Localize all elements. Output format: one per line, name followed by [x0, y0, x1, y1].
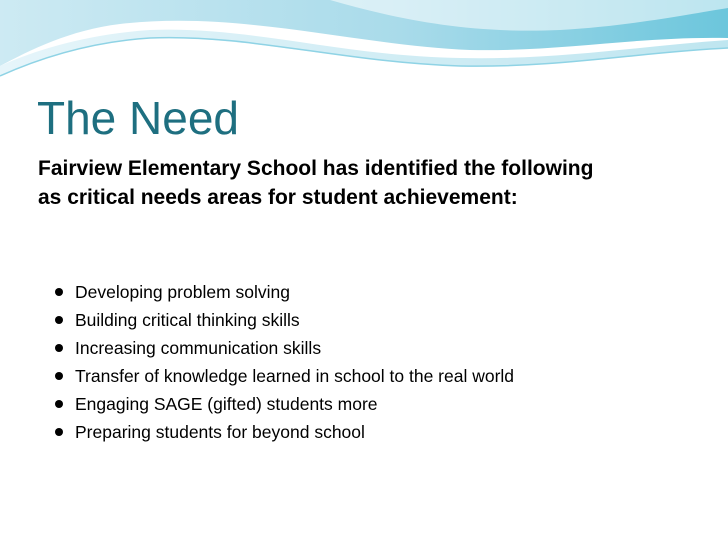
list-item-text: Transfer of knowledge learned in school to the real world [75, 365, 515, 386]
list-item-text: Engaging SAGE (gifted) students more [75, 393, 378, 414]
list-item [55, 278, 715, 306]
list-item [55, 306, 715, 334]
list-item [55, 418, 715, 446]
slide-intro-text: Fairview Elementary School has identified the following as critical needs areas for student achievement: [38, 157, 594, 209]
bullet-dot-icon [55, 428, 63, 436]
list-item-text: Building critical thinking skills [75, 309, 300, 330]
bullet-dot-icon [55, 344, 63, 352]
bullet-dot-icon [55, 316, 63, 324]
slide-title: The Need [37, 92, 240, 144]
list-item [55, 362, 715, 390]
list-item-text: Developing problem solving [75, 281, 290, 302]
list-item [55, 334, 715, 362]
bullet-dot-icon [55, 400, 63, 408]
needs-list [55, 278, 715, 446]
bullet-dot-icon [55, 288, 63, 296]
bullet-dot-icon [55, 372, 63, 380]
list-item-text: Increasing communication skills [75, 337, 322, 358]
list-item-text: Preparing students for beyond school [75, 421, 365, 442]
list-item [55, 390, 715, 418]
header-wave-decoration [0, 0, 728, 90]
